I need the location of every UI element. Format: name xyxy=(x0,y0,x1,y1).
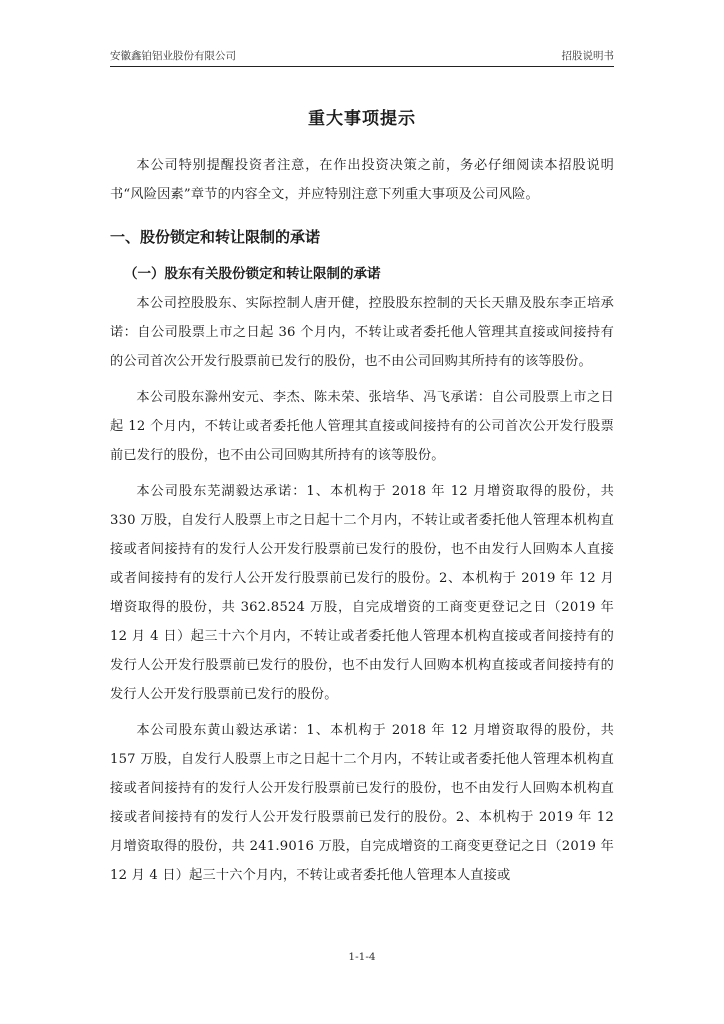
header-company-name: 安徽鑫铂铝业股份有限公司 xyxy=(110,50,236,62)
paragraph-controlling-shareholder: 本公司控股股东、实际控制人唐开健，控股股东控制的天长天鼎及股东李正培承诺：自公司股票上市之日起 36 个月内，不转让或者委托他人管理其直接或间接持有的公司首次公开发行股票前已发行的股份，也不由公司回购其所持有的该等股份。 xyxy=(110,296,614,369)
subsection-heading-shareholder-commitments: （一）股东有关股份锁定和转让限制的承诺 xyxy=(124,266,381,282)
paragraph-other-shareholders: 本公司股东滁州安元、李杰、陈未荣、张培华、冯飞承诺：自公司股票上市之日起 12 个月内，不转让或者委托他人管理其直接或间接持有的公司首次公开发行股票前已发行的股份，也不由公司回购其所持有的该等股份。 xyxy=(110,390,614,463)
section-heading-share-lockup: 一、股份锁定和转让限制的承诺 xyxy=(110,228,321,246)
paragraph-wuhu-yida: 本公司股东芜湖毅达承诺：1、本机构于 2018 年 12 月增资取得的股份，共 330 万股，自发行人股票上市之日起十二个月内，不转让或者委托他人管理本机构直接或者间接持有的发行人公开发行股票前已发行的股份，也不由发行人回购本人直接或者间接持有的发行人公开发行股票前已发行的股份。2、本机构于 2019 年 12 月增资取得的股份，共 362.8524 万股，自完成增资的工商变更登记之日（2019 年 12 月 4 日）起三十六个月内，不转让或者委托他人管理本机构直接或者间接持有的发行人公开发行股票前已发行的股份，也不由发行人回购本机构直接或者间接持有的发行人公开发行股票前已发行的股份。 xyxy=(110,484,614,702)
page-body xyxy=(110,104,614,897)
paragraph-huangshan-yida: 本公司股东黄山毅达承诺：1、本机构于 2018 年 12 月增资取得的股份，共 157 万股，自发行人股票上市之日起十二个月内，不转让或者委托他人管理本机构直接或者间接持有的发行人公开发行股票前已发行的股份，也不由发行人回购本机构直接或者间接持有的发行人公开发行股票前已发行的股份。2、本机构于 2019 年 12 月增资取得的股份，共 241.9016 万股，自完成增资的工商变更登记之日（2019 年 12 月 4 日）起三十六个月内，不转让或者委托他人管理本人直接或 xyxy=(110,723,614,883)
page-number: 1-1-4 xyxy=(348,951,376,963)
page-header xyxy=(110,46,614,67)
intro-paragraph: 本公司特别提醒投资者注意，在作出投资决策之前，务必仔细阅读本招股说明书“风险因素”章节的内容全文，并应特别注意下列重大事项及公司风险。 xyxy=(110,158,614,202)
page-title: 重大事项提示 xyxy=(308,109,416,129)
header-document-type: 招股说明书 xyxy=(561,50,614,62)
